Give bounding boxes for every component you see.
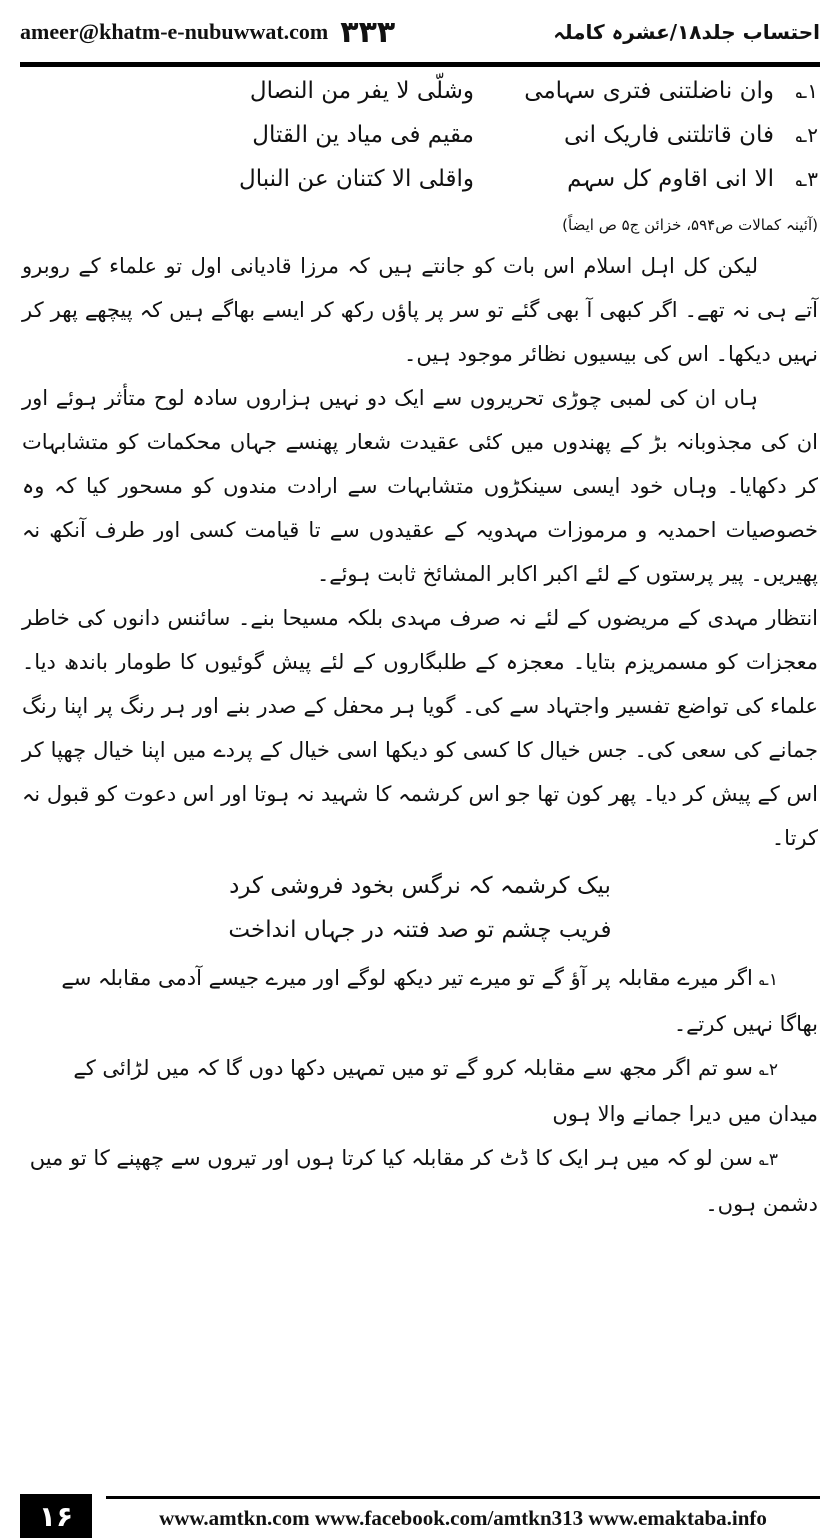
body-paragraph: ہاں ان کی لمبی چوڑی تحریروں سے ایک دو نہیں ہزاروں سادہ لوح متأثر ہوئے اور ان کی مجذوبانہ بڑ کے پھندوں میں کئی عقیدت شعار پھنسے جہاں محکمات کو متشابہات کر دکھایا۔ وہاں خود ایسی سینکڑوں متشابہات سے ارادت مندوں کو مسحور کیا کہ وہ خصوصیات احمدیہ و مرموزات مہدویہ کے عقیدوں سے تا قیامت کسی اور طرف آنکھ نہ پھیریں۔ پیر پرستوں کے لئے اکبر اکابر المشائخ ثابت ہوئے۔ (22, 386, 818, 586)
page-number: ۳۳۳ (340, 14, 396, 50)
verse-second-hemistich: مقیم فی میاد ین القتال (252, 122, 474, 148)
couplet-line: فریب چشم تو صد فتنہ در جہاں انداخت (228, 917, 612, 943)
verse-second-hemistich: وشلّی لا یفر من النصال (249, 78, 474, 104)
header-left (20, 15, 395, 50)
book-title: احتساب جلد۱۸/عشرہ کاملہ (553, 20, 820, 44)
body-paragraph: لیکن کل اہل اسلام اس بات کو جانتے ہیں کہ مرزا قادیانی اول تو علماء کے روبرو آتے ہی نہ تھے۔ اگر کبھی آ بھی گئے تو سر پر پاؤں رکھ کر ایسے بھاگے ہیں کہ پیچھے پھر کر نہیں دیکھا۔ اس کی بیسیوں نظائر موجود ہیں۔ (22, 254, 818, 366)
footer-urls: www.amtkn.com www.facebook.com/amtkn313 www.emaktaba.info (159, 1506, 767, 1530)
footer-page-box: ۱۶ (20, 1494, 92, 1538)
verse-first-hemistich: فان قاتلتنی فاریک انی (564, 122, 774, 148)
footnote-text: اگر میرے مقابلہ پر آؤ گے تو میرے تیر دیکھ لوگے اور میرے جیسے آدمی مقابلہ سے بھاگا نہیں کرتے۔ (61, 966, 818, 1036)
verse-line (22, 122, 818, 166)
page-body (22, 78, 818, 1226)
verse-first-hemistich: وان ناضلتنی فتری سہامی (524, 78, 774, 104)
page-header (20, 12, 820, 52)
body-paragraph: انتظار مہدی کے مریضوں کے لئے نہ صرف مہدی بلکہ مسیحا بنے۔ سائنس دانوں کی خاطر معجزات کو مسمریزم بتایا۔ معجزہ کے طلبگاروں کے لئے پیش گوئیوں کا طومار باندھ دیا۔ علماء کی تواضع تفسیر واجتہاد سے کی۔ گویا ہر محفل کے صدر بنے اور ہر رنگ پر اپنا رنگ جمانے کی سعی کی۔ جس خیال کا کسی کو دیکھا اسی خیال کے پردے میں اپنا خیال چھپا کر اس کے پیش کر دیا۔ پھر کون تھا جو اس کرشمہ کا شہید نہ ہوتا اور اس دعوت کو قبول نہ کرتا۔ (22, 606, 818, 850)
footer-links (106, 1494, 820, 1538)
header-rule (20, 62, 820, 67)
verse-number: ۳؎ (795, 167, 818, 191)
footnote (22, 1136, 818, 1226)
verse-line (22, 78, 818, 122)
footnote-text: سو تم اگر مجھ سے مقابلہ کرو گے تو میں تمہیں دکھا دوں گا کہ میں لڑائی کے میدان میں دیرا جمانے والا ہوں (73, 1056, 818, 1126)
verse-number: ۲؎ (795, 123, 818, 147)
verse-second-hemistich: واقلی الا کتنان عن النبال (239, 166, 474, 192)
footnote (22, 956, 818, 1046)
page-footer (20, 1490, 820, 1538)
footer-rule (106, 1496, 820, 1499)
verse-number: ۱؎ (795, 79, 818, 103)
footnote-number: ۲؎ (758, 1060, 778, 1080)
footnote-number: ۳؎ (758, 1150, 778, 1170)
persian-couplet (22, 864, 818, 952)
footnote-text: سن لو کہ میں ہر ایک کا ڈٹ کر مقابلہ کیا کرتا ہوں اور تیروں سے چھپنے کا تو میں دشمن ہوں۔ (29, 1146, 818, 1216)
verse-reference: (آئینہ کمالات ص۵۹۴، خزائن ج۵ ص ایضاً) (562, 216, 818, 234)
header-email: ameer@khatm-e-nubuwwat.com (20, 19, 329, 44)
footnote (22, 1046, 818, 1136)
couplet-line: بیک کرشمہ کہ نرگس بخود فروشی کرد (229, 873, 611, 899)
footnote-number: ۱؎ (758, 970, 778, 990)
verse-first-hemistich: الا انی اقاوم کل سہم (567, 166, 774, 192)
verse-line (22, 166, 818, 210)
